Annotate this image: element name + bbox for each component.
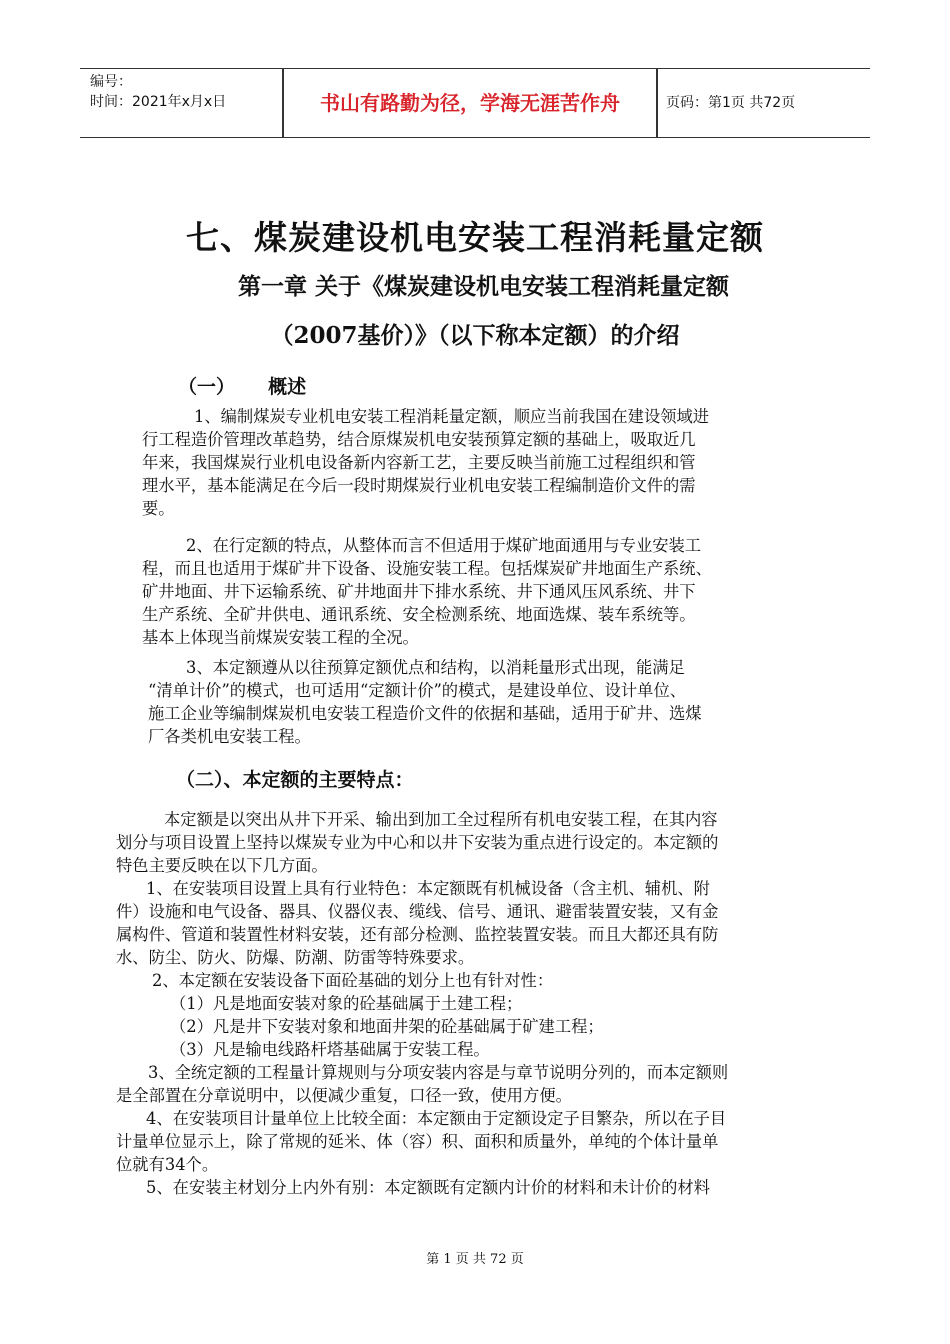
paragraph-line: 施工企业等编制煤炭机电安装工程造价文件的依据和基础，适用于矿井、选煤	[148, 704, 702, 723]
header-table	[80, 68, 870, 138]
page-footer: 第 1 页 共 72 页	[426, 1252, 524, 1267]
paragraph-line: 生产系统、全矿井供电、通讯系统、安全检测系统、地面选煤、装车系统等。	[142, 605, 696, 624]
paragraph-line: 矿井地面、井下运输系统、矿井地面井下排水系统、井下通风压风系统、井下	[142, 582, 696, 601]
paragraph-line: 程，而且也适用于煤矿井下设备、设施安装工程。包括煤炭矿井地面生产系统、	[142, 559, 712, 578]
paragraph-line: 行工程造价管理改革趋势，结合原煤炭机电安装预算定额的基础上，吸取近几	[142, 430, 696, 449]
paragraph-line: 是全部置在分章说明中，以便减少重复，口径一致，使用方便。	[116, 1086, 572, 1105]
paragraph-line: 水、防尘、防火、防爆、防潮、防雷等特殊要求。	[116, 948, 475, 967]
paragraph-line: 件）设施和电气设备、器具、仪器仪表、缆线、信号、通讯、避雷装置安装，又有金	[116, 902, 719, 921]
section1-heading: （一） 概述	[178, 376, 307, 398]
section1-paragraph	[148, 656, 824, 748]
page-number-label: 页码：第1页 共72页	[666, 95, 796, 111]
chapter-title-line1: 第一章 关于《煤炭建设机电安装工程消耗量定额	[238, 273, 730, 300]
list-item: （3）凡是输电线路杆塔基础属于安装工程。	[170, 1040, 490, 1059]
chapter-title-line2: （2007基价）》（以下称本定额）的介绍	[270, 322, 680, 349]
paragraph-line: 1、编制煤炭专业机电安装工程消耗量定额，顺应当前我国在建设领域进	[194, 407, 710, 426]
paragraph-line: 特色主要反映在以下几方面。	[116, 856, 328, 875]
list-item: （2）凡是井下安装对象和地面井架的砼基础属于矿建工程；	[170, 1017, 604, 1036]
header-motto: 书山有路勤为径，学海无涯苦作舟	[320, 91, 620, 115]
paragraph-line: 计量单位显示上，除了常规的延米、体（容）积、面积和质量外，单纯的个体计量单	[116, 1132, 719, 1151]
paragraph-line: 位就有34个。	[116, 1155, 219, 1174]
paragraph-line: 1、在安装项目设置上具有行业特色：本定额既有机械设备（含主机、辅机、附	[146, 879, 710, 898]
paragraph-line: 3、本定额遵从以往预算定额优点和结构，以消耗量形式出现，能满足	[186, 658, 685, 677]
paragraph-line: 厂各类机电安装工程。	[148, 727, 311, 746]
paragraph-line: 划分与项目设置上坚持以煤炭专业为中心和以井下安装为重点进行设定的。本定额的	[116, 833, 719, 852]
paragraph-line: 基本上体现当前煤炭安装工程的全况。	[142, 628, 419, 647]
paragraph-line: 3、全统定额的工程量计算规则与分项安装内容是与章节说明分列的，而本定额则	[148, 1063, 729, 1082]
section1-paragraph	[142, 534, 822, 649]
paragraph-line: “清单计价”的模式，也可适用“定额计价”的模式，是建设单位、设计单位、	[148, 681, 687, 700]
section2-heading: （二）、本定额的主要特点：	[176, 769, 414, 791]
paragraph-line: 5、在安装主材划分上内外有别：本定额既有定额内计价的材料和未计价的材料	[146, 1178, 710, 1197]
list-item: （1）凡是地面安装对象的砼基础属于土建工程；	[170, 994, 523, 1013]
header-divider	[656, 69, 658, 137]
section2-body	[116, 808, 830, 1199]
header-meta-cell	[80, 69, 282, 137]
paragraph-line: 年来，我国煤炭行业机电设备新内容新工艺，主要反映当前施工过程组织和管	[142, 453, 696, 472]
paragraph-line: 要。	[142, 499, 175, 518]
document-title: 七、煤炭建设机电安装工程消耗量定额	[186, 218, 764, 257]
paragraph-line: 本定额是以突出从井下开采、输出到加工全过程所有机电安装工程，在其内容	[164, 810, 718, 829]
paragraph-line: 4、在安装项目计量单位上比较全面：本定额由于定额设定子目繁杂，所以在子目	[146, 1109, 727, 1128]
number-label: 编号：	[90, 74, 132, 90]
time-label: 时间：2021年x月x日	[90, 94, 227, 110]
paragraph-line: 属构件、管道和装置性材料安装，还有部分检测、监控装置安装。而且大都还具有防	[116, 925, 719, 944]
paragraph-line: 2、在行定额的特点，从整体而言不但适用于煤矿地面通用与专业安装工	[186, 536, 702, 555]
paragraph-line: 理水平，基本能满足在今后一段时期煤炭行业机电安装工程编制造价文件的需	[142, 476, 696, 495]
paragraph-line: 2、本定额在安装设备下面砼基础的划分上也有针对性：	[152, 971, 554, 990]
section1-paragraph	[142, 405, 822, 520]
